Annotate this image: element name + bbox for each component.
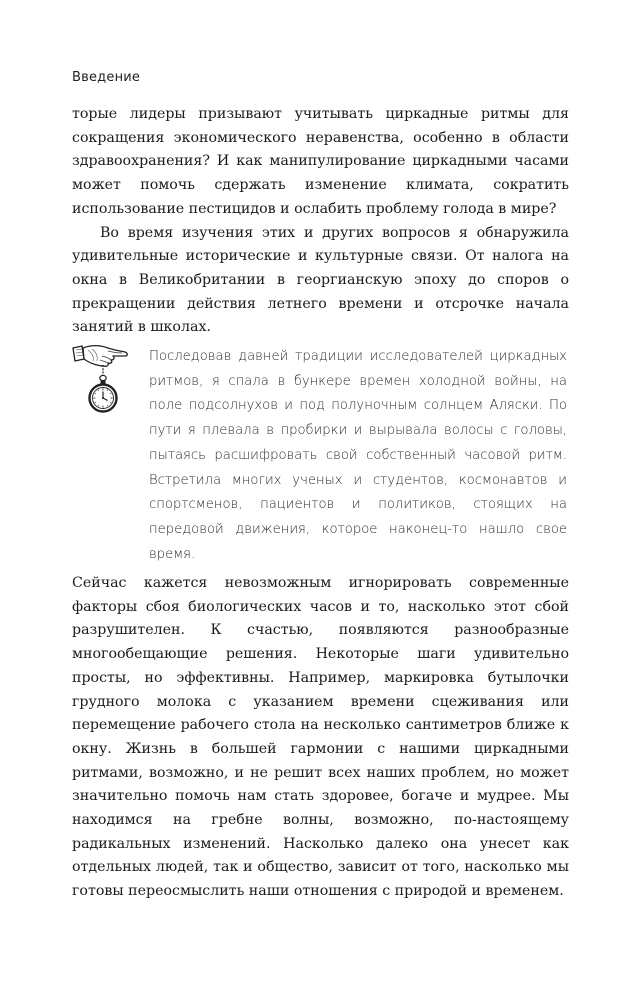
paragraph: торые лидеры призывают учитывать циркадные ритмы для сокращения экономического неравенства, особенно в области здравоохранения? И как манипулирование циркадными часами может помочь сдержать изменение климата, сократить использование пестицидов и ослабить проблему голода в мире? <box>72 106 569 217</box>
paragraph: Во время изучения этих и других вопросов я обнаружила удивительные исторические и культурные связи. От налога на окна в Великобритании в георгианскую эпоху до споров о прекращении действия летнего времени и отсрочке начала занятий в школах. <box>72 224 569 336</box>
body-text-top <box>72 103 569 340</box>
sidebar-text: Последовав давней традиции исследователей циркадных ритмов, я спала в бункере времен холодной войны, на поле подсолнухов и под полуночным солнцем Аляски. По пути я плевала в пробирки и вырывала волосы с головы, пытаясь расшифровать свой собственный часовой ритм. Встретила многих ученых и студентов, космонавтов и спортсменов, пациентов и политиков, стоящих на передовой движения, которое наконец-то нашло свое время. <box>149 349 567 562</box>
paragraph: Сейчас кажется невозможным игнорировать современные факторы сбоя биологических часов и то, насколько этот сбой разрушителен. К счастью, появляются разнообразные многообещающие решения. Некоторые шаги удивительно просты, но эффективны. Например, маркировка бутылочки грудного молока с указанием времени сцеживания или перемещение рабочего стола на несколько сантиметров ближе к окну. Жизнь в большей гармонии с нашими циркадными ритмами, возможно, и не решит всех наших проблем, но может значительно помочь нам стать здоровее, богаче и мудрее. Мы находимся на гребне волны, возможно, по-настоящему радикальных изменений. Насколько далеко она унесет как отдельных людей, так и общество, зависит от того, насколько мы готовы переосмыслить наши отношения с природой и временем. <box>72 575 569 900</box>
running-head: Введение <box>72 70 141 85</box>
sidebar-note <box>72 345 569 565</box>
pocket-watch-hand-icon <box>72 345 134 417</box>
body-text-bottom <box>72 572 569 904</box>
